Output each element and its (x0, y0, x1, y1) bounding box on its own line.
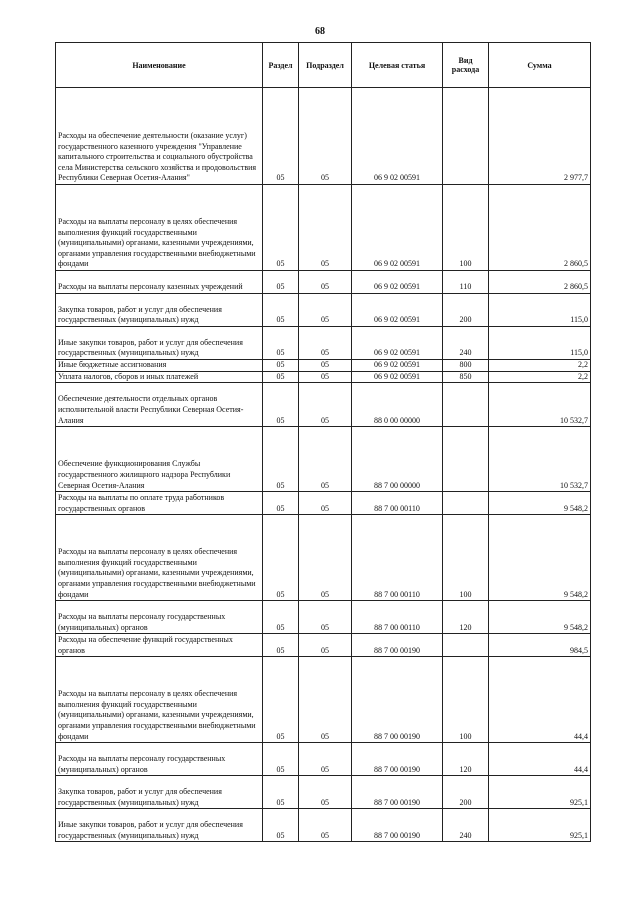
row-sum: 2,2 (489, 371, 591, 383)
table-row (56, 371, 591, 383)
row-sum: 9 548,2 (489, 515, 591, 601)
row-sum: 2,2 (489, 360, 591, 372)
row-subsection: 05 (299, 601, 352, 634)
row-subsection: 05 (299, 492, 352, 515)
row-target: 88 7 00 00190 (352, 634, 443, 657)
row-sum: 115,0 (489, 294, 591, 327)
row-sum: 2 977,7 (489, 88, 591, 185)
header-name: Наименование (56, 43, 263, 88)
row-name: Уплата налогов, сборов и иных платежей (56, 371, 263, 383)
row-section: 05 (263, 360, 299, 372)
row-name: Расходы на выплаты персоналу государственных (муниципальных) органов (56, 743, 263, 776)
row-name: Закупка товаров, работ и услуг для обеспечения государственных (муниципальных) нужд (56, 294, 263, 327)
row-subsection: 05 (299, 360, 352, 372)
header-sum: Сумма (489, 43, 591, 88)
row-sum: 10 532,7 (489, 383, 591, 427)
row-subsection: 05 (299, 657, 352, 743)
row-target: 88 7 00 00190 (352, 809, 443, 842)
row-subsection: 05 (299, 427, 352, 492)
row-section: 05 (263, 492, 299, 515)
row-name: Расходы на выплаты по оплате труда работников государственных органов (56, 492, 263, 515)
row-target: 88 7 00 00000 (352, 427, 443, 492)
table-row (56, 492, 591, 515)
row-target: 88 7 00 00190 (352, 657, 443, 743)
row-section: 05 (263, 271, 299, 294)
row-type: 100 (443, 185, 489, 271)
row-target: 06 9 02 00591 (352, 327, 443, 360)
row-subsection: 05 (299, 634, 352, 657)
row-subsection: 05 (299, 371, 352, 383)
row-section: 05 (263, 634, 299, 657)
table-header-row (56, 43, 591, 88)
row-target: 06 9 02 00591 (352, 185, 443, 271)
row-subsection: 05 (299, 327, 352, 360)
row-sum: 984,5 (489, 634, 591, 657)
row-target: 06 9 02 00591 (352, 360, 443, 372)
table-row (56, 360, 591, 372)
row-type: 120 (443, 601, 489, 634)
row-type: 240 (443, 327, 489, 360)
header-type: Вид расхода (443, 43, 489, 88)
row-name: Расходы на выплаты персоналу в целях обеспечения выполнения функций государственными (муниципальными) органами, казенными учреждениями, органами управления государственными внебюджетными фондами (56, 657, 263, 743)
table-row (56, 634, 591, 657)
row-sum: 44,4 (489, 743, 591, 776)
budget-table (55, 42, 591, 842)
row-section: 05 (263, 327, 299, 360)
row-sum: 925,1 (489, 776, 591, 809)
row-target: 88 0 00 00000 (352, 383, 443, 427)
row-section: 05 (263, 657, 299, 743)
row-name: Иные закупки товаров, работ и услуг для обеспечения государственных (муниципальных) нужд (56, 809, 263, 842)
row-section: 05 (263, 383, 299, 427)
row-sum: 2 860,5 (489, 271, 591, 294)
row-type: 850 (443, 371, 489, 383)
row-type: 120 (443, 743, 489, 776)
row-section: 05 (263, 185, 299, 271)
row-target: 88 7 00 00110 (352, 601, 443, 634)
row-subsection: 05 (299, 294, 352, 327)
page-number: 68 (315, 26, 325, 37)
row-sum: 9 548,2 (489, 492, 591, 515)
row-type (443, 427, 489, 492)
table-row (56, 294, 591, 327)
row-type (443, 634, 489, 657)
row-type: 200 (443, 776, 489, 809)
row-subsection: 05 (299, 383, 352, 427)
table-row (56, 88, 591, 185)
row-type (443, 492, 489, 515)
row-section: 05 (263, 776, 299, 809)
table-row (56, 515, 591, 601)
row-section: 05 (263, 427, 299, 492)
row-type: 240 (443, 809, 489, 842)
row-name: Обеспечение функционирования Службы государственного жилищного надзора Республики Северная Осетия-Алания (56, 427, 263, 492)
row-name: Иные закупки товаров, работ и услуг для обеспечения государственных (муниципальных) нужд (56, 327, 263, 360)
row-section: 05 (263, 515, 299, 601)
row-section: 05 (263, 743, 299, 776)
row-name: Расходы на обеспечение деятельности (оказание услуг) государственного казенного учреждения "Управление капитального строительства и социального обустройства села Министерства сельского хозяйства и продовольствия Республики Северная Осетия-Алания" (56, 88, 263, 185)
table-row (56, 327, 591, 360)
row-sum: 925,1 (489, 809, 591, 842)
row-target: 88 7 00 00190 (352, 743, 443, 776)
table-row (56, 601, 591, 634)
row-section: 05 (263, 88, 299, 185)
table-row (56, 657, 591, 743)
row-sum: 2 860,5 (489, 185, 591, 271)
table-row (56, 809, 591, 842)
row-sum: 10 532,7 (489, 427, 591, 492)
table-row (56, 776, 591, 809)
row-name: Иные бюджетные ассигнования (56, 360, 263, 372)
row-type: 110 (443, 271, 489, 294)
row-type: 800 (443, 360, 489, 372)
header-section: Раздел (263, 43, 299, 88)
row-name: Расходы на выплаты персоналу в целях обеспечения выполнения функций государственными (муниципальными) органами, казенными учреждениями, органами управления государственными внебюджетными фондами (56, 185, 263, 271)
row-target: 88 7 00 00190 (352, 776, 443, 809)
row-section: 05 (263, 371, 299, 383)
row-type: 200 (443, 294, 489, 327)
row-target: 06 9 02 00591 (352, 88, 443, 185)
row-target: 06 9 02 00591 (352, 271, 443, 294)
row-target: 88 7 00 00110 (352, 515, 443, 601)
row-name: Обеспечение деятельности отдельных органов исполнительной власти Республики Северная Осетия-Алания (56, 383, 263, 427)
table-row (56, 743, 591, 776)
row-subsection: 05 (299, 515, 352, 601)
header-subsection: Подраздел (299, 43, 352, 88)
row-subsection: 05 (299, 185, 352, 271)
row-name: Закупка товаров, работ и услуг для обеспечения государственных (муниципальных) нужд (56, 776, 263, 809)
row-section: 05 (263, 809, 299, 842)
row-subsection: 05 (299, 271, 352, 294)
row-name: Расходы на обеспечение функций государственных органов (56, 634, 263, 657)
row-sum: 115,0 (489, 327, 591, 360)
row-type (443, 383, 489, 427)
table-row (56, 383, 591, 427)
row-section: 05 (263, 601, 299, 634)
row-name: Расходы на выплаты персоналу государственных (муниципальных) органов (56, 601, 263, 634)
row-subsection: 05 (299, 88, 352, 185)
row-sum: 9 548,2 (489, 601, 591, 634)
row-name: Расходы на выплаты персоналу казенных учреждений (56, 271, 263, 294)
row-section: 05 (263, 294, 299, 327)
table-row (56, 185, 591, 271)
row-target: 06 9 02 00591 (352, 294, 443, 327)
row-target: 06 9 02 00591 (352, 371, 443, 383)
row-type: 100 (443, 657, 489, 743)
row-subsection: 05 (299, 776, 352, 809)
row-target: 88 7 00 00110 (352, 492, 443, 515)
header-target: Целевая статья (352, 43, 443, 88)
row-subsection: 05 (299, 809, 352, 842)
row-name: Расходы на выплаты персоналу в целях обеспечения выполнения функций государственными (муниципальными) органами, казенными учреждениями, органами управления государственными внебюджетными фондами (56, 515, 263, 601)
row-type (443, 88, 489, 185)
row-sum: 44,4 (489, 657, 591, 743)
table-row (56, 427, 591, 492)
row-subsection: 05 (299, 743, 352, 776)
table-row (56, 271, 591, 294)
row-type: 100 (443, 515, 489, 601)
